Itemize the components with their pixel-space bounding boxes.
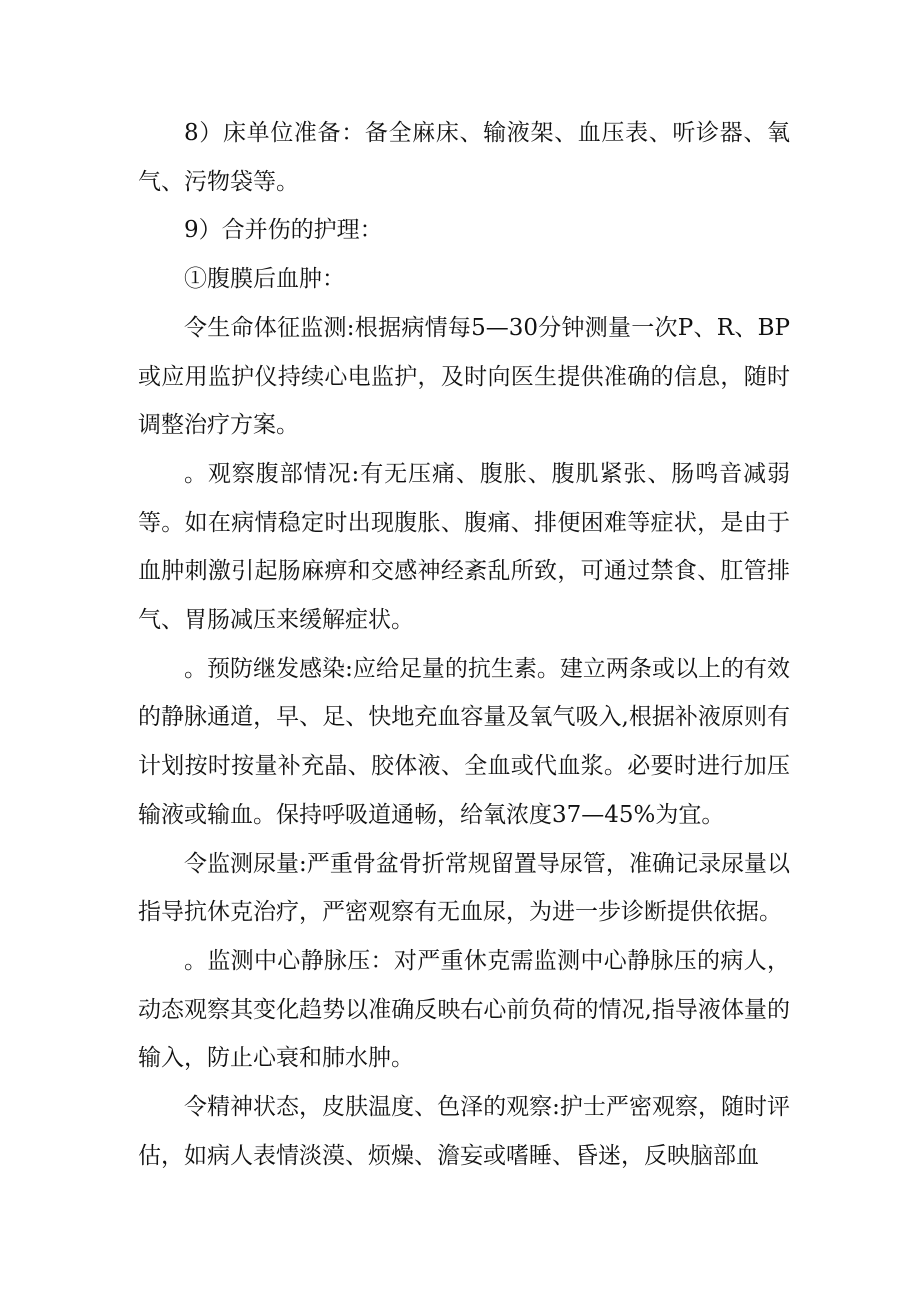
document-body <box>138 109 790 1180</box>
paragraph-retroperitoneal-hematoma-heading: ①腹膜后血肿： <box>184 266 345 293</box>
paragraph-mental-state-observation: 令精神状态，皮肤温度、色泽的观察:护士严密观察，随时评估，如病人表情淡漠、烦燥、澹妄或嗜睡、昏迷，反映脑部血 <box>138 1094 790 1169</box>
paragraph-abdominal-observation: 。观察腹部情况:有无压痛、腹胀、腹肌紧张、肠鸣音减弱等。如在病情稳定时出现腹胀、腹痛、排便困难等症状，是由于血肿刺激引起肠麻痹和交感神经紊乱所致，可通过禁食、肛管排气、胃肠减压来缓解症状。 <box>138 460 790 634</box>
paragraph-vital-signs: 令生命体征监测:根据病情每5—30分钟测量一次P、R、BP或应用监护仪持续心电监护，及时向医生提供准确的信息，随时调整治疗方案。 <box>138 314 790 439</box>
paragraph-cvp-monitoring: 。监测中心静脉压：对严重休克需监测中心静脉压的病人，动态观察其变化趋势以准确反映右心前负荷的情况,指导液体量的输入，防止心衰和肺水肿。 <box>138 947 790 1072</box>
paragraph-urine-monitoring: 令监测尿量:严重骨盆骨折常规留置导尿管，准确记录尿量以指导抗休克治疗，严密观察有无血尿，为进一步诊断提供依据。 <box>138 850 790 926</box>
paragraph-combined-injury-heading: 9）合并伤的护理： <box>184 217 383 244</box>
paragraph-infection-prevention: 。预防继发感染:应给足量的抗生素。建立两条或以上的有效的静脉通道，早、足、快地充血容量及氧气吸入,根据补液原则有计划按时按量补充晶、胶体液、全血或代血浆。必要时进行加压输液或输血。保持呼吸道通畅，给氧浓度37—45%为宜。 <box>138 655 790 828</box>
paragraph-bed-preparation: 8）床单位准备：备全麻床、输液架、血压表、听诊器、氧气、污物袋等。 <box>138 120 790 195</box>
